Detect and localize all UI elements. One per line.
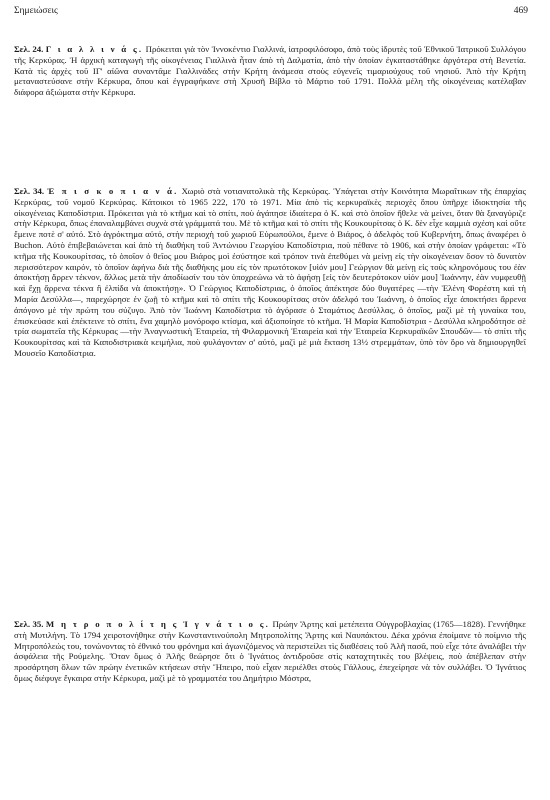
- running-title: Σημειώσεις: [14, 6, 58, 16]
- note-label: Σελ. 34.: [14, 186, 45, 196]
- note-heading: Μ η τ ρ ο π ο λ ί τ η ς Ἰ γ ν ά τ ι ο ς.: [45, 619, 271, 629]
- running-header: [14, 6, 528, 22]
- note-heading: Γ ι α λ λ ι ν ά ς.: [45, 44, 144, 54]
- note-text: Χωριὸ στὰ νοτιανατολικὰ τῆς Κερκύρας. Ὑπάγεται στὴν Κοινότητα Μωραΐτικων τῆς ἐπαρχίας Κερκύρας, τοῦ νομοῦ Κερκύρας. Κάτοικοι τὸ 1965 222, 170 τὸ 1971. Μία ἀπὸ τὶς κερκυραϊκὲς περιοχὲς ὅπου ὑπῆρχε ἰδιοκτησία τῆς οἰκογένειας Καποδίστρια. Πρόκειται γιὰ τὸ κτῆμα καὶ τὸ σπίτι, ποὺ ἀγάπησε ἰδιαίτερα ὁ Κ. καὶ στὸ ὁποῖον ἤθελε νὰ μείνει, ὅταν θὰ ξαναγύριζε στὴν Κέρκυρα, ὅπως ἐπαναλαμβάνει συχνὰ στὰ γράμματά του. Μὲ τὸ κτῆμα καὶ τὸ σπίτι τῆς Κουκουρίτσας ὁ Κ. δὲν εἶχε καμμιὰ σχέση καὶ οὔτε ἔμεινε ποτὲ σ' αὐτό. Στὸ ἀγρόκτημα αὐτό, στὴν περιοχὴ τοῦ χωριοῦ Εὐρωπούλοι, ἔμενε ὁ Βιάρος, ὁ ἀδελφὸς τοῦ Κυβερνήτη, ὅπως ἀναφέρει ὁ Buchon. Αὐτὸ ἐπιβεβαιώνεται καὶ ἀπὸ τὴ διαθήκη τοῦ Ἀντώνιου Γεωργίου Καποδίστρια, ποὺ πέθανε τὸ 1906, καὶ στὴν ὁποίαν γράφεται: «Τὸ κτῆμα τῆς Κουκουρίτσας, τὸ ὁποῖον ὁ θεῖος μου Βιάρος μοὶ ἐσύστησε καὶ τρόπον τινὰ ἐπεθύμει νὰ μείνῃ εἰς τὴν οἰκογένειαν ὅσον τὸ δυνατὸν περισσότερον καιρόν, τὸ ὁποῖον ἀφήνω διὰ τῆς διαθήκης μου εἰς τὸν πρωτότοκον [υἱόν μου] Γεώργιον θὰ μείνῃ εἰς τοὺς κληρονόμους του ἐὰν ἀποκτήσῃ ἄρρεν τέκνον, ἄλλως μετὰ τὴν ἀποδίωσίν του τὸν ὑποχρεώνω νὰ τὸ ἀφήσῃ [εἰς τὸν δευτερότοκον υἱόν μου] Ἰωάννην, ἐὰν νυμφευθῇ καὶ ἔχῃ ἄρρενα τέκνα ἢ ἐλπίδα νὰ ἀποκτήσῃ». Ὁ Γεώργιος Καποδίστριας, ὁ ὁποῖος ἀπέκτησε δύο θυγατέρες —τὴν Ἐλένη Φορέστη καὶ τὴ Μαρία Δεσύλλα—, παρεχώρησε ἐν ζωῇ τὸ κτῆμα καὶ τὸ σπίτι τῆς Κουκουρίτσας στὸν ἀδελφό του Ἰωάννη, ὁ ὁποῖος εἶχε ἀποκτήσει ἄρρενα ἀπόγονο μὲ τὴν πρώτη του σύζυγο. Ἀπὸ τὸν Ἰωάννη Καποδίστρια τὸ ἀγόρασε ὁ Σταμάτιος Δεσύλλας, ὁ ὁποῖος, μαζὶ μὲ τὴ γυναίκα του, ἐπισκεύασε καὶ ἐπέκτεινε τὸ σπίτι, ἕνα χαμηλὸ μονόροφο κτίσμα, καὶ ἀξιοποίησε τὸ κτῆμα. Ἡ Μαρία Καποδίστρια - Δεσύλλα κληροδότησε σὲ τρία σωματεῖα τῆς Κέρκυρας —τὴν Ἀναγνωστικὴ Ἑταιρεία, τὴ Φιλαρμονικὴ Ἑταιρεία καὶ τὴν Ἑταιρεία Κερκυραϊκῶν Σπουδῶν— τὸ σπίτι τῆς Κουκουρίτσας καὶ τὰ Καποδιστριακὰ κειμήλια, ποὺ φυλάγονταν σ' αὐτό, μαζὶ μὲ μιὰ ἔκταση 13½ στρεμμάτων, ὑπὸ τὸν ὅρο νὰ δημιουργηθεῖ Μουσεῖο Καποδίστρια.: [14, 186, 526, 358]
- note-page-34: [14, 186, 526, 359]
- note-label: Σελ. 24.: [14, 44, 44, 54]
- page-number: 469: [513, 6, 528, 16]
- note-page-35: [14, 619, 526, 684]
- note-text: Πρόκειται γιὰ τὸν Ἰννοκέντιο Γιαλλινά, ἰατροφιλόσοφο, ἀπὸ τοὺς ἱδρυτὲς τοῦ Ἐθνικοῦ Ἰατρικοῦ Συλλόγου τῆς Κερκύρας. Ἡ ἀρχικὴ καταγωγὴ τῆς οἰκογένειας Γιαλλινὰ ἦταν ἀπὸ τὴ Δαλματία, ἀπὸ τὴν ὁποίαν ἐγκαταστάθηκε ἀργότερα στὴ Βενετία. Κατὰ τὶς ἀρχὲς τοῦ ΙΓ' αἰῶνα συναντᾶμε Γιαλλινάδες στὴν Κρήτη ἀνάμεσα στοὺς εὐγενεῖς τιμαριούχους τοῦ νησιοῦ. Ἀπὸ τὴν Κρήτη μεταναστεύσανε στὴν Κέρκυρα, ὅπου καὶ ἐγγραφήκανε στὴ Χρυσῆ Βίβλο τὸ Μάρτιο τοῦ 1791. Πολλὰ μέλη τῆς οἰκογένειας κατέλαβαν διάφορα ἀξιώματα στὴν Κέρκυρα.: [14, 44, 526, 98]
- note-label: Σελ. 35.: [14, 619, 44, 629]
- note-text: Πρώην Ἄρτης καὶ μετέπειτα Οὐγγροβλαχίας (1765—1828). Γεννήθηκε στὴ Μυτιλήνη. Τὸ 1794 χειροτονήθηκε στὴν Κωνσταντινούπολη Μητροπολίτης Ἄρτης καὶ Ναυπάκτου. Δέκα χρόνια ἐποίμανε τὸ ποίμνιο τῆς Μητροπόλεώς του, τονώνοντας τὸ ἐθνικό του φρόνημα καὶ ἀγωνιζόμενος νὰ περιστείλει τὶς διαθέσεις τοῦ Ἀλῆ πασᾶ, ποὺ εἶχε τότε ἀναλάβει τὴν ἀσφάλεια τῆς Ρούμελης. Ὅταν ὅμως ὁ Ἀλῆς θεώρησε ὅτι ὁ Ἰγνάτιος ἀντιδροῦσε στὶς καταχτητικὲς του βλέψεις, ποὺ ἀπέβλεπαν στὴν προσάρτηση ὅλων τῶν πρώην ἐνετικῶν κτήσεων στὴν Ἤπειρο, ποὺ εἶχαν περιέλθει στοὺς Γάλλους, ἐπεχείρησε νὰ τὸν συλλάβει. Ὁ Ἰγνάτιος ὅμως διέφυγε ἔγκαιρα στὴν Κέρκυρα, μαζὶ μὲ τὸ γραμματέα του Δημήτριο Μόστρα,: [14, 619, 526, 683]
- note-page-24: [14, 44, 526, 98]
- note-heading: Ἐ π ι σ κ ο π ι α ν ά.: [47, 186, 179, 196]
